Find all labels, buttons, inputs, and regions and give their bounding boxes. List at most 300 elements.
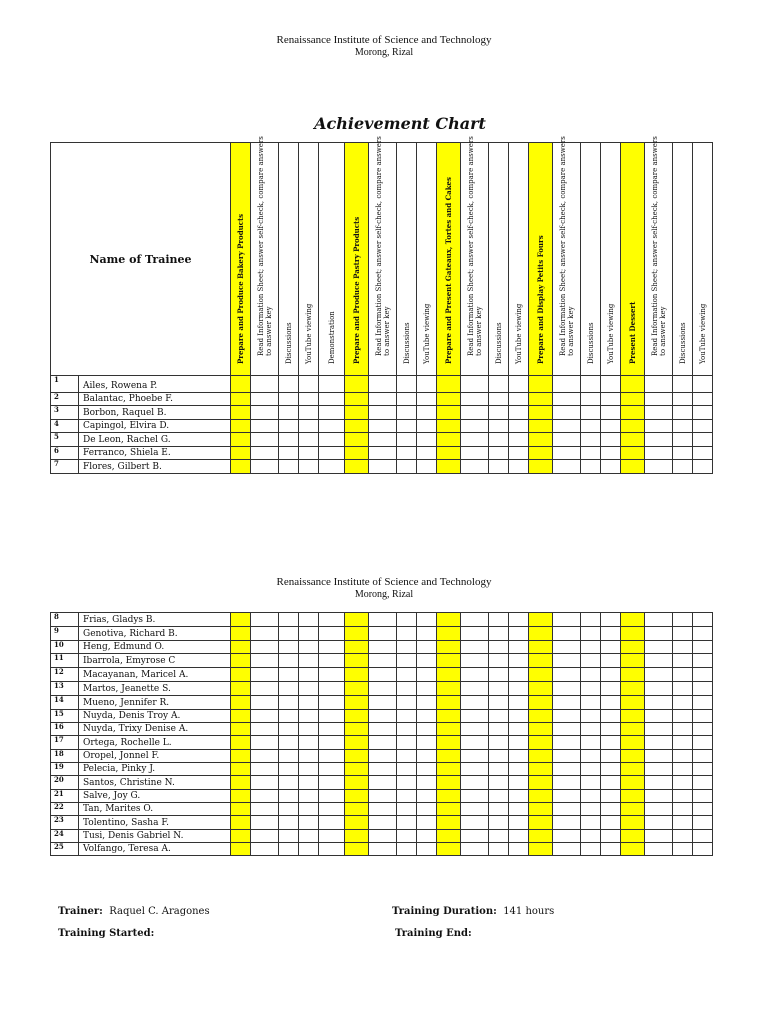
grade-cell[interactable] <box>529 682 553 696</box>
grade-cell[interactable] <box>601 641 621 654</box>
grade-cell[interactable] <box>489 763 509 776</box>
grade-cell[interactable] <box>509 763 529 776</box>
grade-cell[interactable] <box>645 447 673 460</box>
grade-cell[interactable] <box>369 420 397 433</box>
grade-cell[interactable] <box>299 393 319 406</box>
grade-cell[interactable] <box>279 406 299 420</box>
grade-cell[interactable] <box>489 654 509 668</box>
grade-cell[interactable] <box>231 696 251 710</box>
grade-cell[interactable] <box>251 460 279 474</box>
grade-cell[interactable] <box>345 668 369 682</box>
grade-cell[interactable] <box>231 654 251 668</box>
grade-cell[interactable] <box>529 723 553 736</box>
grade-cell[interactable] <box>319 460 345 474</box>
grade-cell[interactable] <box>369 803 397 816</box>
grade-cell[interactable] <box>529 750 553 763</box>
grade-cell[interactable] <box>601 654 621 668</box>
grade-cell[interactable] <box>231 843 251 856</box>
grade-cell[interactable] <box>693 710 713 723</box>
grade-cell[interactable] <box>645 843 673 856</box>
grade-cell[interactable] <box>437 790 461 803</box>
grade-cell[interactable] <box>251 696 279 710</box>
grade-cell[interactable] <box>553 723 581 736</box>
grade-cell[interactable] <box>417 830 437 843</box>
grade-cell[interactable] <box>299 830 319 843</box>
grade-cell[interactable] <box>251 750 279 763</box>
grade-cell[interactable] <box>581 447 601 460</box>
grade-cell[interactable] <box>673 816 693 830</box>
grade-cell[interactable] <box>621 790 645 803</box>
grade-cell[interactable] <box>461 654 489 668</box>
grade-cell[interactable] <box>397 736 417 750</box>
grade-cell[interactable] <box>461 830 489 843</box>
grade-cell[interactable] <box>509 736 529 750</box>
grade-cell[interactable] <box>231 682 251 696</box>
grade-cell[interactable] <box>693 376 713 393</box>
grade-cell[interactable] <box>673 447 693 460</box>
grade-cell[interactable] <box>369 736 397 750</box>
grade-cell[interactable] <box>645 641 673 654</box>
grade-cell[interactable] <box>437 627 461 641</box>
grade-cell[interactable] <box>693 763 713 776</box>
grade-cell[interactable] <box>345 376 369 393</box>
grade-cell[interactable] <box>621 627 645 641</box>
grade-cell[interactable] <box>529 830 553 843</box>
grade-cell[interactable] <box>461 696 489 710</box>
grade-cell[interactable] <box>417 750 437 763</box>
grade-cell[interactable] <box>693 696 713 710</box>
grade-cell[interactable] <box>437 843 461 856</box>
grade-cell[interactable] <box>461 803 489 816</box>
grade-cell[interactable] <box>581 433 601 447</box>
grade-cell[interactable] <box>509 406 529 420</box>
grade-cell[interactable] <box>581 763 601 776</box>
grade-cell[interactable] <box>397 750 417 763</box>
grade-cell[interactable] <box>251 710 279 723</box>
grade-cell[interactable] <box>437 682 461 696</box>
grade-cell[interactable] <box>553 641 581 654</box>
grade-cell[interactable] <box>231 790 251 803</box>
grade-cell[interactable] <box>621 460 645 474</box>
grade-cell[interactable] <box>319 668 345 682</box>
grade-cell[interactable] <box>461 627 489 641</box>
grade-cell[interactable] <box>279 433 299 447</box>
grade-cell[interactable] <box>509 816 529 830</box>
grade-cell[interactable] <box>645 723 673 736</box>
grade-cell[interactable] <box>693 420 713 433</box>
grade-cell[interactable] <box>231 376 251 393</box>
grade-cell[interactable] <box>529 776 553 790</box>
grade-cell[interactable] <box>417 393 437 406</box>
grade-cell[interactable] <box>345 420 369 433</box>
grade-cell[interactable] <box>581 790 601 803</box>
grade-cell[interactable] <box>509 420 529 433</box>
grade-cell[interactable] <box>645 393 673 406</box>
grade-cell[interactable] <box>461 776 489 790</box>
grade-cell[interactable] <box>345 803 369 816</box>
grade-cell[interactable] <box>673 433 693 447</box>
grade-cell[interactable] <box>529 668 553 682</box>
grade-cell[interactable] <box>461 790 489 803</box>
grade-cell[interactable] <box>345 816 369 830</box>
grade-cell[interactable] <box>509 613 529 627</box>
grade-cell[interactable] <box>489 750 509 763</box>
grade-cell[interactable] <box>489 790 509 803</box>
grade-cell[interactable] <box>369 830 397 843</box>
grade-cell[interactable] <box>553 406 581 420</box>
grade-cell[interactable] <box>369 682 397 696</box>
grade-cell[interactable] <box>553 763 581 776</box>
grade-cell[interactable] <box>601 776 621 790</box>
grade-cell[interactable] <box>231 433 251 447</box>
grade-cell[interactable] <box>553 376 581 393</box>
grade-cell[interactable] <box>461 750 489 763</box>
grade-cell[interactable] <box>437 406 461 420</box>
grade-cell[interactable] <box>601 627 621 641</box>
grade-cell[interactable] <box>231 613 251 627</box>
grade-cell[interactable] <box>673 406 693 420</box>
grade-cell[interactable] <box>417 736 437 750</box>
grade-cell[interactable] <box>489 736 509 750</box>
grade-cell[interactable] <box>251 613 279 627</box>
grade-cell[interactable] <box>645 376 673 393</box>
grade-cell[interactable] <box>299 723 319 736</box>
grade-cell[interactable] <box>621 710 645 723</box>
grade-cell[interactable] <box>693 613 713 627</box>
grade-cell[interactable] <box>581 830 601 843</box>
grade-cell[interactable] <box>299 682 319 696</box>
grade-cell[interactable] <box>369 460 397 474</box>
grade-cell[interactable] <box>417 763 437 776</box>
grade-cell[interactable] <box>279 710 299 723</box>
grade-cell[interactable] <box>489 613 509 627</box>
grade-cell[interactable] <box>529 376 553 393</box>
grade-cell[interactable] <box>279 776 299 790</box>
grade-cell[interactable] <box>621 447 645 460</box>
grade-cell[interactable] <box>345 613 369 627</box>
grade-cell[interactable] <box>621 816 645 830</box>
grade-cell[interactable] <box>231 447 251 460</box>
grade-cell[interactable] <box>417 668 437 682</box>
grade-cell[interactable] <box>251 447 279 460</box>
grade-cell[interactable] <box>299 750 319 763</box>
grade-cell[interactable] <box>231 393 251 406</box>
grade-cell[interactable] <box>621 763 645 776</box>
grade-cell[interactable] <box>693 447 713 460</box>
grade-cell[interactable] <box>581 641 601 654</box>
grade-cell[interactable] <box>251 654 279 668</box>
grade-cell[interactable] <box>369 696 397 710</box>
grade-cell[interactable] <box>319 696 345 710</box>
grade-cell[interactable] <box>489 460 509 474</box>
grade-cell[interactable] <box>645 710 673 723</box>
grade-cell[interactable] <box>369 668 397 682</box>
grade-cell[interactable] <box>369 723 397 736</box>
grade-cell[interactable] <box>673 830 693 843</box>
grade-cell[interactable] <box>529 420 553 433</box>
grade-cell[interactable] <box>251 790 279 803</box>
grade-cell[interactable] <box>621 723 645 736</box>
grade-cell[interactable] <box>509 460 529 474</box>
grade-cell[interactable] <box>397 376 417 393</box>
grade-cell[interactable] <box>489 376 509 393</box>
grade-cell[interactable] <box>319 376 345 393</box>
grade-cell[interactable] <box>319 433 345 447</box>
grade-cell[interactable] <box>461 393 489 406</box>
grade-cell[interactable] <box>417 816 437 830</box>
grade-cell[interactable] <box>601 668 621 682</box>
grade-cell[interactable] <box>581 843 601 856</box>
grade-cell[interactable] <box>417 696 437 710</box>
grade-cell[interactable] <box>279 376 299 393</box>
grade-cell[interactable] <box>553 447 581 460</box>
grade-cell[interactable] <box>397 723 417 736</box>
grade-cell[interactable] <box>645 750 673 763</box>
grade-cell[interactable] <box>461 406 489 420</box>
grade-cell[interactable] <box>553 613 581 627</box>
grade-cell[interactable] <box>489 420 509 433</box>
grade-cell[interactable] <box>673 736 693 750</box>
grade-cell[interactable] <box>279 830 299 843</box>
grade-cell[interactable] <box>553 790 581 803</box>
grade-cell[interactable] <box>397 433 417 447</box>
grade-cell[interactable] <box>231 710 251 723</box>
grade-cell[interactable] <box>645 803 673 816</box>
grade-cell[interactable] <box>319 830 345 843</box>
grade-cell[interactable] <box>581 376 601 393</box>
grade-cell[interactable] <box>299 803 319 816</box>
grade-cell[interactable] <box>581 710 601 723</box>
grade-cell[interactable] <box>437 816 461 830</box>
grade-cell[interactable] <box>489 816 509 830</box>
grade-cell[interactable] <box>509 710 529 723</box>
grade-cell[interactable] <box>601 406 621 420</box>
grade-cell[interactable] <box>231 641 251 654</box>
grade-cell[interactable] <box>279 790 299 803</box>
grade-cell[interactable] <box>251 763 279 776</box>
grade-cell[interactable] <box>251 830 279 843</box>
grade-cell[interactable] <box>251 803 279 816</box>
grade-cell[interactable] <box>299 843 319 856</box>
grade-cell[interactable] <box>673 376 693 393</box>
grade-cell[interactable] <box>553 627 581 641</box>
grade-cell[interactable] <box>489 830 509 843</box>
grade-cell[interactable] <box>645 682 673 696</box>
grade-cell[interactable] <box>509 447 529 460</box>
grade-cell[interactable] <box>279 627 299 641</box>
grade-cell[interactable] <box>581 776 601 790</box>
grade-cell[interactable] <box>601 696 621 710</box>
grade-cell[interactable] <box>299 710 319 723</box>
grade-cell[interactable] <box>601 736 621 750</box>
grade-cell[interactable] <box>319 736 345 750</box>
grade-cell[interactable] <box>581 654 601 668</box>
grade-cell[interactable] <box>645 776 673 790</box>
grade-cell[interactable] <box>601 433 621 447</box>
grade-cell[interactable] <box>673 790 693 803</box>
grade-cell[interactable] <box>693 654 713 668</box>
grade-cell[interactable] <box>673 723 693 736</box>
grade-cell[interactable] <box>231 406 251 420</box>
grade-cell[interactable] <box>601 447 621 460</box>
grade-cell[interactable] <box>529 613 553 627</box>
grade-cell[interactable] <box>437 641 461 654</box>
grade-cell[interactable] <box>645 433 673 447</box>
grade-cell[interactable] <box>279 613 299 627</box>
grade-cell[interactable] <box>553 736 581 750</box>
grade-cell[interactable] <box>645 763 673 776</box>
grade-cell[interactable] <box>461 736 489 750</box>
grade-cell[interactable] <box>461 723 489 736</box>
grade-cell[interactable] <box>461 763 489 776</box>
grade-cell[interactable] <box>621 668 645 682</box>
grade-cell[interactable] <box>509 668 529 682</box>
grade-cell[interactable] <box>489 723 509 736</box>
grade-cell[interactable] <box>529 393 553 406</box>
grade-cell[interactable] <box>509 641 529 654</box>
grade-cell[interactable] <box>417 710 437 723</box>
grade-cell[interactable] <box>645 420 673 433</box>
grade-cell[interactable] <box>397 830 417 843</box>
grade-cell[interactable] <box>299 376 319 393</box>
grade-cell[interactable] <box>645 790 673 803</box>
grade-cell[interactable] <box>529 460 553 474</box>
grade-cell[interactable] <box>509 776 529 790</box>
grade-cell[interactable] <box>345 723 369 736</box>
grade-cell[interactable] <box>529 447 553 460</box>
grade-cell[interactable] <box>279 843 299 856</box>
grade-cell[interactable] <box>693 406 713 420</box>
grade-cell[interactable] <box>397 654 417 668</box>
grade-cell[interactable] <box>251 627 279 641</box>
grade-cell[interactable] <box>319 816 345 830</box>
grade-cell[interactable] <box>397 447 417 460</box>
grade-cell[interactable] <box>509 803 529 816</box>
grade-cell[interactable] <box>509 627 529 641</box>
grade-cell[interactable] <box>509 393 529 406</box>
grade-cell[interactable] <box>231 627 251 641</box>
grade-cell[interactable] <box>489 641 509 654</box>
grade-cell[interactable] <box>231 723 251 736</box>
grade-cell[interactable] <box>673 843 693 856</box>
grade-cell[interactable] <box>345 790 369 803</box>
grade-cell[interactable] <box>369 393 397 406</box>
grade-cell[interactable] <box>251 682 279 696</box>
grade-cell[interactable] <box>417 447 437 460</box>
grade-cell[interactable] <box>345 696 369 710</box>
grade-cell[interactable] <box>645 627 673 641</box>
grade-cell[interactable] <box>693 393 713 406</box>
grade-cell[interactable] <box>621 776 645 790</box>
grade-cell[interactable] <box>489 710 509 723</box>
grade-cell[interactable] <box>251 641 279 654</box>
grade-cell[interactable] <box>621 750 645 763</box>
grade-cell[interactable] <box>529 736 553 750</box>
grade-cell[interactable] <box>417 460 437 474</box>
grade-cell[interactable] <box>489 393 509 406</box>
grade-cell[interactable] <box>279 736 299 750</box>
grade-cell[interactable] <box>251 406 279 420</box>
grade-cell[interactable] <box>509 830 529 843</box>
grade-cell[interactable] <box>397 668 417 682</box>
grade-cell[interactable] <box>673 776 693 790</box>
grade-cell[interactable] <box>231 420 251 433</box>
grade-cell[interactable] <box>279 641 299 654</box>
grade-cell[interactable] <box>509 682 529 696</box>
grade-cell[interactable] <box>251 776 279 790</box>
grade-cell[interactable] <box>621 613 645 627</box>
grade-cell[interactable] <box>509 376 529 393</box>
grade-cell[interactable] <box>345 830 369 843</box>
grade-cell[interactable] <box>581 736 601 750</box>
grade-cell[interactable] <box>345 736 369 750</box>
grade-cell[interactable] <box>319 627 345 641</box>
grade-cell[interactable] <box>693 790 713 803</box>
grade-cell[interactable] <box>417 843 437 856</box>
grade-cell[interactable] <box>601 393 621 406</box>
grade-cell[interactable] <box>345 750 369 763</box>
grade-cell[interactable] <box>645 654 673 668</box>
grade-cell[interactable] <box>279 750 299 763</box>
grade-cell[interactable] <box>601 376 621 393</box>
grade-cell[interactable] <box>397 393 417 406</box>
grade-cell[interactable] <box>417 803 437 816</box>
grade-cell[interactable] <box>553 776 581 790</box>
grade-cell[interactable] <box>693 843 713 856</box>
grade-cell[interactable] <box>673 763 693 776</box>
grade-cell[interactable] <box>299 816 319 830</box>
grade-cell[interactable] <box>299 420 319 433</box>
grade-cell[interactable] <box>397 710 417 723</box>
grade-cell[interactable] <box>553 433 581 447</box>
grade-cell[interactable] <box>693 830 713 843</box>
grade-cell[interactable] <box>369 654 397 668</box>
grade-cell[interactable] <box>397 406 417 420</box>
grade-cell[interactable] <box>319 447 345 460</box>
grade-cell[interactable] <box>529 406 553 420</box>
grade-cell[interactable] <box>417 776 437 790</box>
grade-cell[interactable] <box>461 376 489 393</box>
grade-cell[interactable] <box>529 763 553 776</box>
grade-cell[interactable] <box>319 723 345 736</box>
grade-cell[interactable] <box>581 613 601 627</box>
grade-cell[interactable] <box>621 433 645 447</box>
grade-cell[interactable] <box>693 776 713 790</box>
grade-cell[interactable] <box>437 723 461 736</box>
grade-cell[interactable] <box>601 682 621 696</box>
grade-cell[interactable] <box>601 723 621 736</box>
grade-cell[interactable] <box>437 710 461 723</box>
grade-cell[interactable] <box>673 460 693 474</box>
grade-cell[interactable] <box>601 460 621 474</box>
grade-cell[interactable] <box>437 393 461 406</box>
grade-cell[interactable] <box>693 460 713 474</box>
grade-cell[interactable] <box>437 447 461 460</box>
grade-cell[interactable] <box>397 816 417 830</box>
grade-cell[interactable] <box>369 406 397 420</box>
grade-cell[interactable] <box>529 433 553 447</box>
grade-cell[interactable] <box>437 830 461 843</box>
grade-cell[interactable] <box>231 750 251 763</box>
grade-cell[interactable] <box>489 406 509 420</box>
grade-cell[interactable] <box>601 613 621 627</box>
grade-cell[interactable] <box>299 668 319 682</box>
grade-cell[interactable] <box>231 830 251 843</box>
grade-cell[interactable] <box>693 723 713 736</box>
grade-cell[interactable] <box>369 816 397 830</box>
grade-cell[interactable] <box>299 613 319 627</box>
grade-cell[interactable] <box>437 736 461 750</box>
